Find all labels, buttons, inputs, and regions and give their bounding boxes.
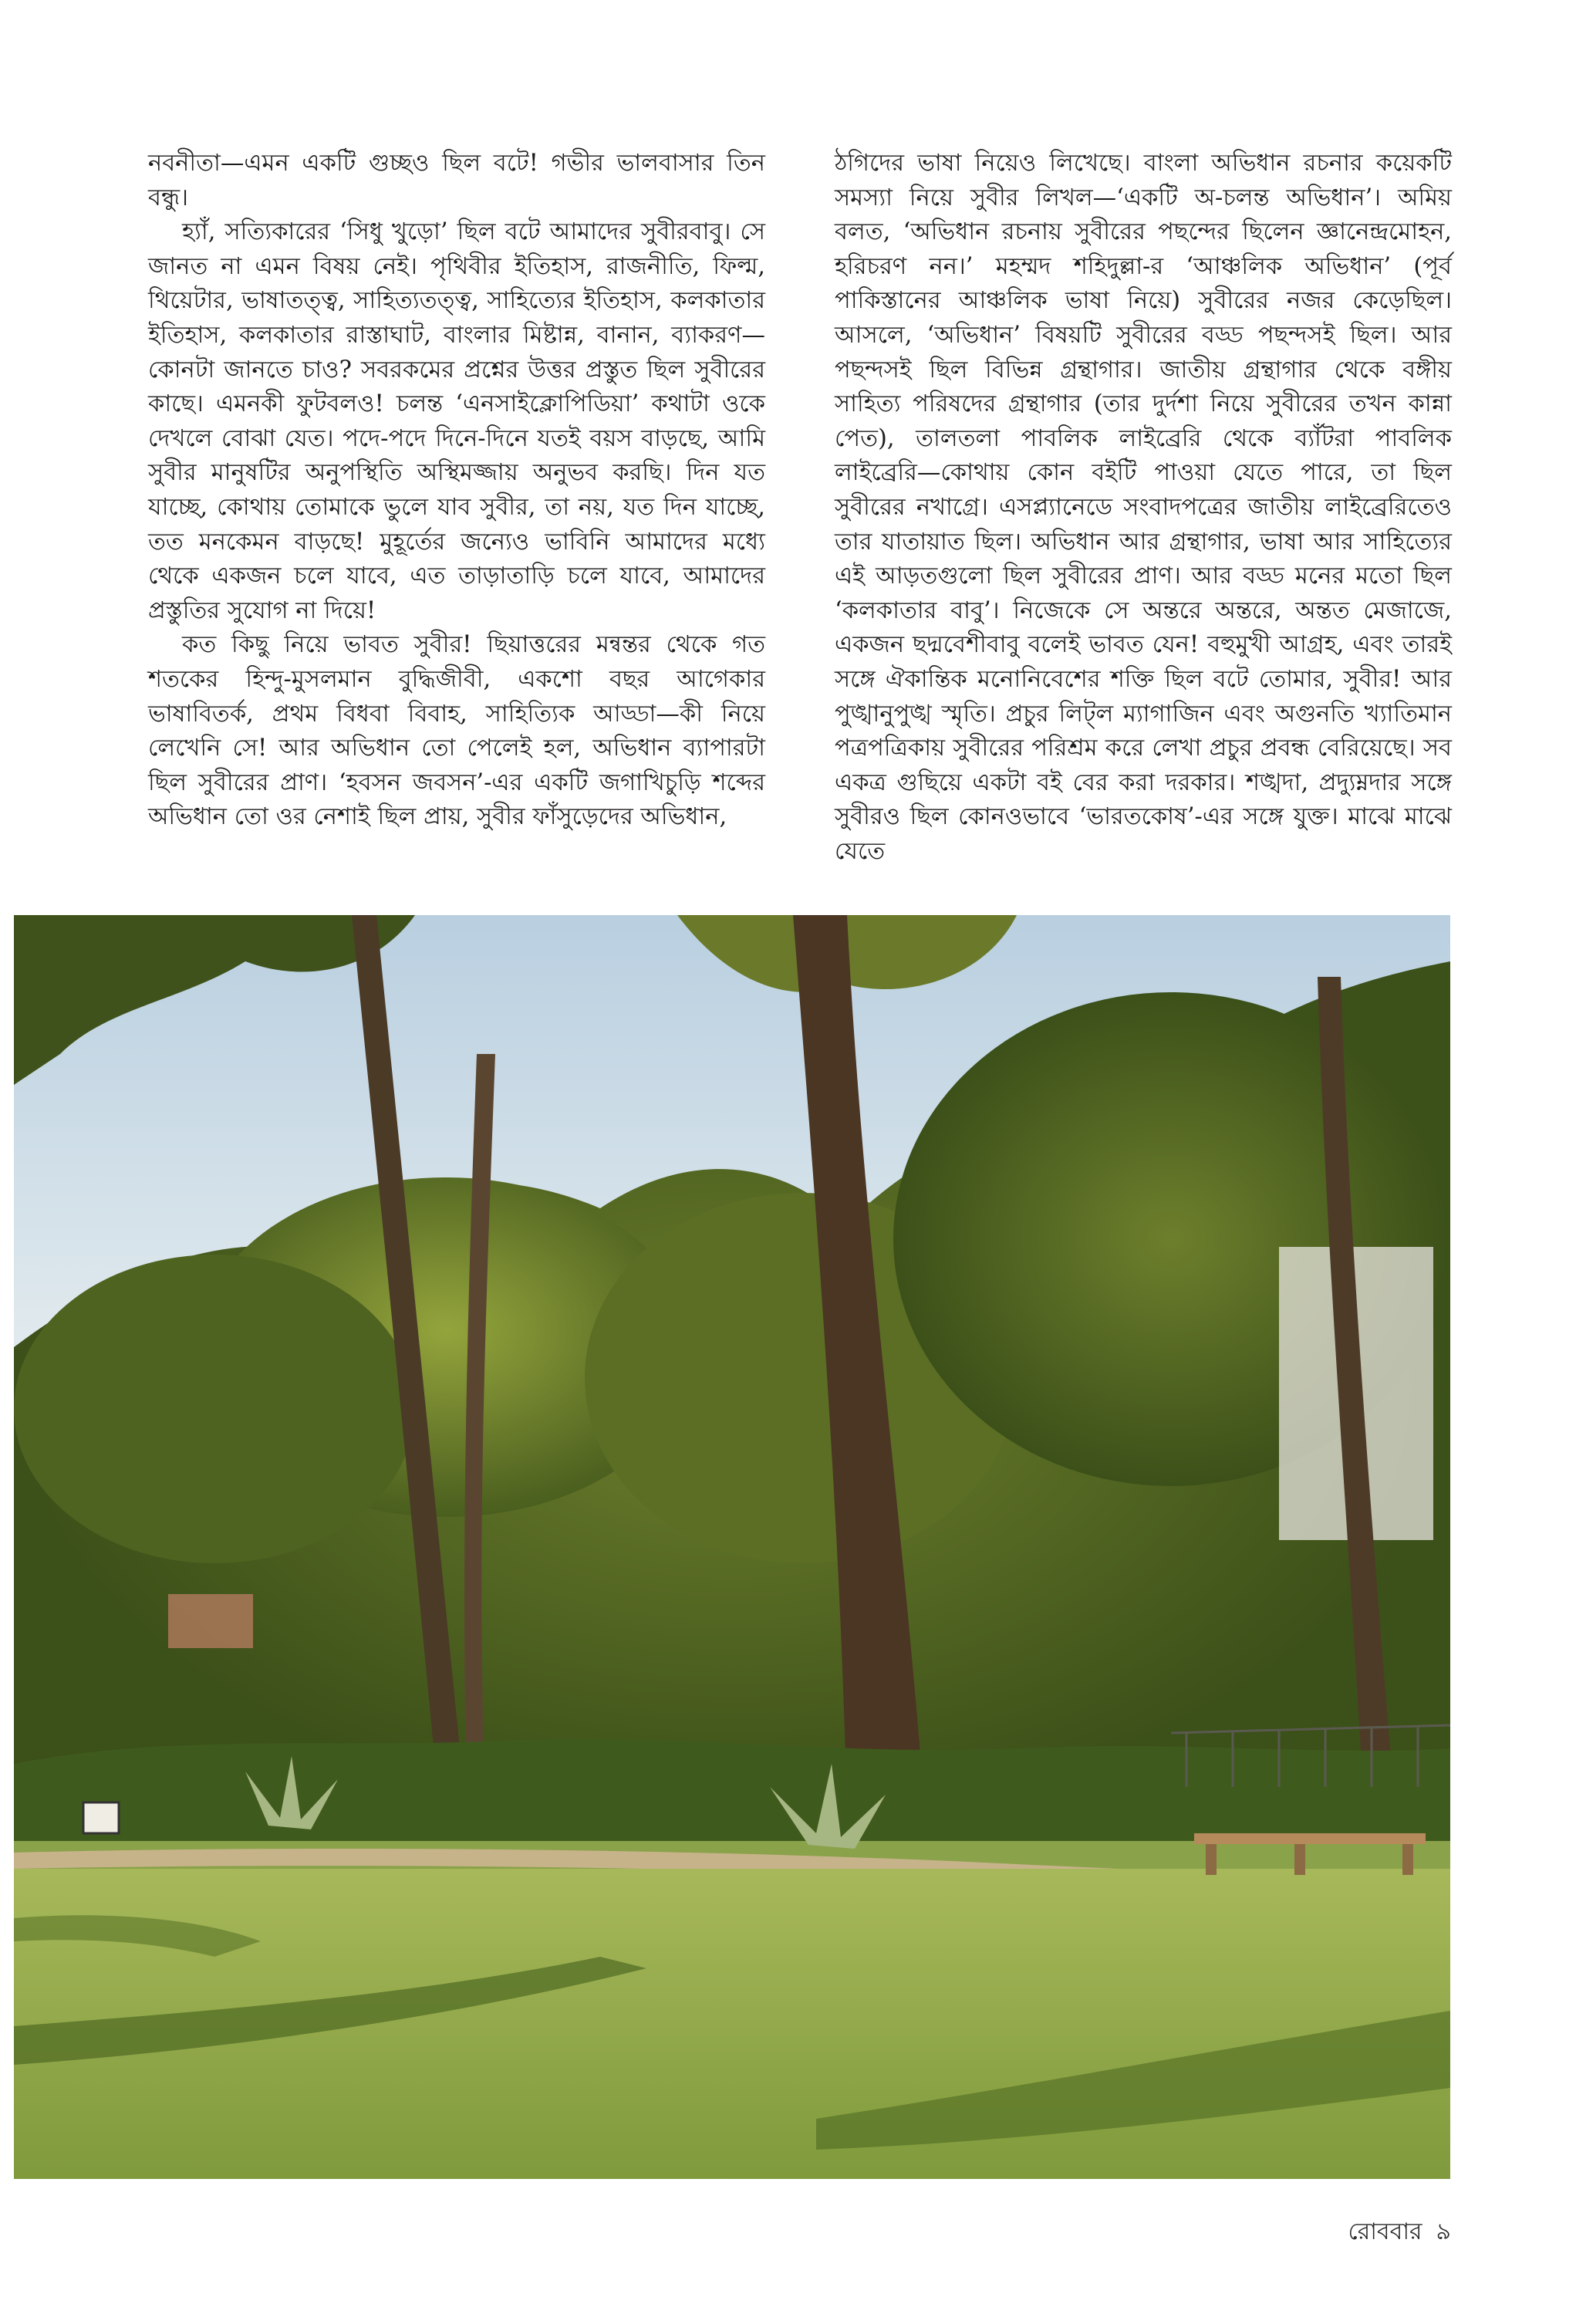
paragraph: হ্যাঁ, সত্যিকারের ‘সিধু খুড়ো’ ছিল বটে আমাদের সুবীরবাবু। সে জানত না এমন বিষয় নেই। পৃথিবীর ইতিহাস, রাজনীতি, ফিল্ম, থিয়েটার, ভাষাতত্ত্ব, সাহিত্যতত্ত্ব, সাহিত্যের ইতিহাস, কলকাতার ইতিহাস, কলকাতার রাস্তাঘাট, বাংলার মিষ্টান্ন, বানান, ব্যাকরণ—কোনটা জানতে চাও? সবরকমের প্রশ্নের উত্তর প্রস্তুত ছিল সুবীরের কাছে। এমনকী ফুটবলও! চলন্ত ‘এনসাইক্লোপিডিয়া’ কথাটা ওকে দেখলে বোঝা যেত। পদে-পদে দিনে-দিনে যতই বয়স বাড়ছে, আমি সুবীর মানুষটির অনুপস্থিতি অস্থিমজ্জায় অনুভব করছি। দিন যত যাচ্ছে, কোথায় তোমাকে ভুলে যাব সুবীর, তা নয়, যত দিন যাচ্ছে, তত মনকেমন বাড়ছে! মুহূর্তের জন্যেও ভাবিনি আমাদের মধ্যে থেকে একজন চলে যাবে, এত তাড়াতাড়ি চলে যাবে, আমাদের প্রস্তুতির সুযোগ না দিয়ে!: [148, 218, 765, 624]
page-number: ৯: [1436, 2218, 1451, 2245]
paragraph: কত কিছু নিয়ে ভাবত সুবীর! ছিয়াত্তরের মন্বন্তর থেকে গত শতকের হিন্দু-মুসলমান বুদ্ধিজীবী, একশো বছর আগেকার ভাষাবিতর্ক, প্রথম বিধবা বিবাহ, সাহিত্যিক আড্ডা—কী নিয়ে লেখেনি সে! আর অভিধান তো পেলেই হল, অভিধান ব্যাপারটা ছিল সুবীরের প্রাণ। ‘হবসন জবসন’-এর একটি জগাখিচুড়ি শব্দের অভিধান তো ওর নেশাই ছিল প্রায়, সুবীর ফাঁসুড়েদের অভিধান,: [148, 631, 765, 831]
right-column: [835, 147, 1452, 869]
park-photograph: [14, 915, 1450, 2179]
article-body: [148, 147, 1452, 903]
paragraph: ঠগিদের ভাষা নিয়েও লিখেছে। বাংলা অভিধান রচনার কয়েকটি সমস্যা নিয়ে সুবীর লিখল—‘একটি অ-চলন্ত অভিধান’। অমিয় বলত, ‘অভিধান রচনায় সুবীরের পছন্দের ছিলেন জ্ঞানেন্দ্রমোহন, হরিচরণ নন।’ মহম্মদ শহিদুল্লা-র ‘আঞ্চলিক অভিধান’ (পূর্ব পাকিস্তানের আঞ্চলিক ভাষা নিয়ে) সুবীরের নজর কেড়েছিল। আসলে, ‘অভিধান’ বিষয়টি সুবীরের বড্ড পছন্দসই ছিল। আর পছন্দসই ছিল বিভিন্ন গ্রন্থাগার। জাতীয় গ্রন্থাগার থেকে বঙ্গীয় সাহিত্য পরিষদের গ্রন্থাগার (তার দুর্দশা নিয়ে সুবীরের তখন কান্না পেত), তালতলা পাবলিক লাইব্রেরি থেকে ব্যাঁটরা পাবলিক লাইব্রেরি—কোথায় কোন বইটি পাওয়া যেতে পারে, তা ছিল সুবীরের নখাগ্রে। এসপ্ল্যানেডে সংবাদপত্রের জাতীয় লাইব্রেরিতেও তার যাতায়াত ছিল। অভিধান আর গ্রন্থাগার, ভাষা আর সাহিত্যের এই আড়তগুলো ছিল সুবীরের প্রাণ। আর বড্ড মনের মতো ছিল ‘কলকাতার বাবু’। নিজেকে সে অন্তরে অন্তরে, অন্তত মেজাজে, একজন ছদ্মবেশীবাবু বলেই ভাবত যেন! বহুমুখী আগ্রহ, এবং তারই সঙ্গে ঐকান্তিক মনোনিবেশের শক্তি ছিল বটে তোমার, সুবীর! আর পুঙ্খানুপুঙ্খ স্মৃতি। প্রচুর লিট্‌ল ম্যাগাজিন এবং অগুনতি খ্যাতিমান পত্রপত্রিকায় সুবীরের পরিশ্রম করে লেখা প্রচুর প্রবন্ধ বেরিয়েছে। সব একত্র গুছিয়ে একটা বই বের করা দরকার। শঙ্খদা, প্রদ্যুম্নদার সঙ্গে সুবীরও ছিল কোনওভাবে ‘ভারতকোষ’-এর সঙ্গে যুক্ত। মাঝে মাঝে যেতে: [835, 150, 1452, 865]
section-name: রোববার: [1348, 2218, 1422, 2245]
page-footer: [1348, 2213, 1451, 2252]
paragraph: নবনীতা—এমন একটি গুচ্ছও ছিল বটে! গভীর ভালবাসার তিন বন্ধু।: [148, 150, 765, 211]
left-column: [148, 147, 765, 835]
